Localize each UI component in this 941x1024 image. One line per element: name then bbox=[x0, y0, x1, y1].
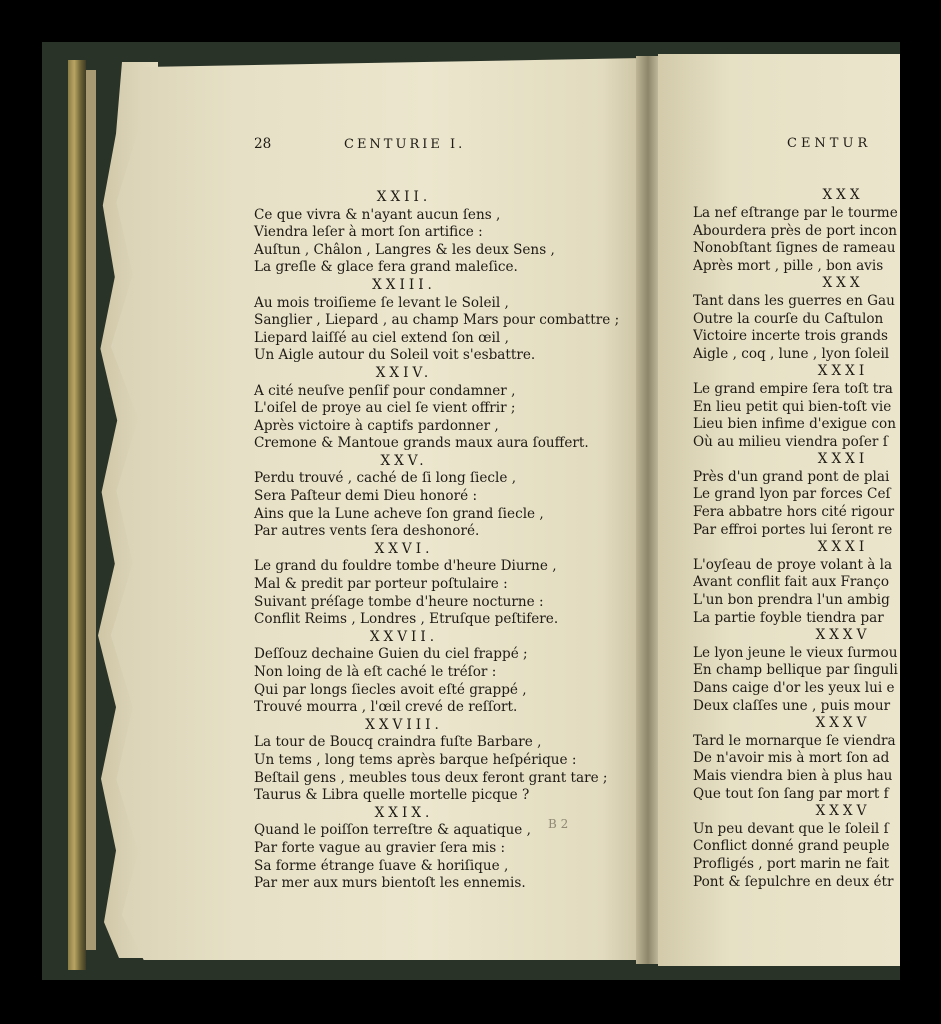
verse-line: Trouvé mourra , l'œil crevé de reſſort. bbox=[254, 699, 518, 716]
verse-line: Le grand lyon par forces Ceſ bbox=[693, 486, 891, 503]
stanza-heading: XXXI bbox=[817, 539, 869, 556]
stanza-heading: XXVII. bbox=[369, 628, 439, 645]
stanza-heading: XXXV bbox=[815, 803, 871, 820]
verse-line: Le lyon jeune le vieux ſurmou bbox=[693, 644, 898, 661]
verse-line: Deſſouz dechaine Guien du ciel frappé ; bbox=[254, 646, 528, 663]
verse-line: Mal & predit par porteur poſtulaire : bbox=[254, 576, 508, 593]
verse-line: Un Aigle autour du Soleil voit s'esbattre. bbox=[254, 347, 536, 364]
verse-line: Nonobſtant ſignes de rameau bbox=[693, 240, 896, 257]
stanza-heading: XXXI bbox=[817, 451, 869, 468]
verse-line: Beſtail gens , meubles tous deux feront grant tare ; bbox=[254, 769, 608, 786]
verse-line: Tant dans les guerres en Gau bbox=[693, 292, 895, 309]
verse-line: Sa forme étrange ſuave & horiſique , bbox=[254, 857, 509, 874]
verse-line: Suivant préſage tombe d'heure nocturne : bbox=[254, 593, 544, 610]
signature-mark: B 2 bbox=[548, 817, 569, 831]
verse-line: Par effroi portes lui ſeront re bbox=[693, 521, 893, 538]
verse-line: Profligés , port marin ne fait bbox=[693, 855, 890, 872]
verse-line: La greſle & glace fera grand maleſice. bbox=[254, 259, 518, 276]
verse-line: Fera abbatre hors cité rigour bbox=[693, 504, 895, 521]
left-page-text bbox=[254, 101, 619, 928]
verse-line: En champ bellique par ſinguli bbox=[693, 662, 898, 679]
verse-line: Perdu trouvé , caché de ſi long ſiecle , bbox=[254, 470, 517, 487]
stanza-heading: XXXV bbox=[815, 715, 871, 732]
verse-line: Viendra leſer à mort ſon artifice : bbox=[254, 224, 483, 241]
verse-line: Par autres vents ſera deshonoré. bbox=[254, 523, 480, 540]
verse-line: Après victoire à captifs pardonner , bbox=[254, 417, 499, 434]
verse-line: Conflit Reims , Londres , Etruſque peſtifere. bbox=[254, 611, 559, 628]
verse-line: Aigle , coq , lune , lyon ſoleil bbox=[693, 345, 890, 362]
verse-line: Un peu devant que le ſoleil ſ bbox=[693, 820, 889, 837]
verse-line: Taurus & Libra quelle mortelle picque ? bbox=[254, 787, 530, 804]
verse-line: Par mer aux murs bientoſt les ennemis. bbox=[254, 875, 526, 892]
verse-line: Cremone & Mantoue grands maux aura ſouffert. bbox=[254, 435, 589, 452]
verse-line: De n'avoir mis à mort ſon ad bbox=[693, 750, 890, 767]
running-head: CENTURIE I. bbox=[344, 137, 466, 153]
book-gutter bbox=[636, 56, 660, 964]
stanza-heading: XXIV. bbox=[375, 364, 433, 381]
verse-line: Que tout ſon ſang par mort f bbox=[693, 785, 889, 802]
verse-line: Mais viendra bien à plus hau bbox=[693, 767, 893, 784]
verse-line: Ce que vivra & n'ayant aucun ſens , bbox=[254, 206, 501, 223]
verse-line: A cité neuſve penſif pour condamner , bbox=[254, 382, 516, 399]
verse-line: La nef eſtrange par le tourme bbox=[693, 204, 898, 221]
verse-line: L'oyſeau de proye volant à la bbox=[693, 556, 893, 573]
verse-line: Lieu bien infime d'exigue con bbox=[693, 416, 896, 433]
verse-line: L'un bon prendra l'un ambig bbox=[693, 592, 890, 609]
verse-line: Auſtun , Châlon , Langres & les deux Sens , bbox=[254, 241, 555, 258]
stanza-heading: XXIII. bbox=[372, 276, 436, 293]
page-number: 28 bbox=[254, 136, 272, 153]
running-head: CENTUR bbox=[787, 135, 872, 151]
verse-line: Qui par longs ſiecles avoit eſté grappé , bbox=[254, 681, 527, 698]
page-stack-edge bbox=[86, 70, 96, 950]
marbled-endpaper bbox=[68, 60, 86, 970]
verse-line: Le grand du fouldre tombe d'heure Diurne , bbox=[254, 558, 557, 575]
stanza-heading: XXX bbox=[822, 187, 864, 204]
stanza-heading: XXII. bbox=[376, 188, 432, 205]
verse-line: L'oiſel de proye au ciel ſe vient offrir ; bbox=[254, 400, 516, 417]
verse-line: Après mort , pille , bon avis bbox=[693, 257, 884, 274]
verse-line: Outre la courſe du Caſtulon bbox=[693, 310, 884, 327]
verse-line: La tour de Boucq craindra fuſte Barbare , bbox=[254, 734, 542, 751]
verse-line: Non loing de là eſt caché le tréſor : bbox=[254, 664, 497, 680]
verse-line: Liepard laiſſé au ciel extend ſon œil , bbox=[254, 329, 509, 346]
verse-line: Sera Paſteur demi Dieu honoré : bbox=[254, 488, 478, 505]
verse-list bbox=[693, 187, 900, 891]
verse-line: Ains que la Lune acheve ſon grand ſiecle , bbox=[254, 505, 544, 522]
verse-line: Abourdera près de port incon bbox=[693, 222, 898, 239]
verse-line: Pont & ſepulchre en deux étr bbox=[693, 873, 894, 890]
stanza-heading: XXXV bbox=[815, 627, 871, 644]
verse-line: Dans caige d'or les yeux lui e bbox=[693, 680, 895, 696]
verse-line: Près d'un grand pont de plai bbox=[693, 468, 890, 485]
verse-line: Par forte vague au gravier ſera mis : bbox=[254, 839, 506, 856]
verse-line: La partie foyble tiendra par bbox=[693, 609, 884, 626]
right-page-header bbox=[693, 135, 900, 153]
stanza-heading: XXXI bbox=[817, 363, 869, 380]
verse-line: Avant conflit fait aux Franço bbox=[693, 574, 890, 591]
verse-line: Deux claſſes une , puis mour bbox=[693, 697, 891, 714]
verse-line: En lieu petit qui bien-toſt vie bbox=[693, 398, 892, 415]
stanza-heading: XXVIII. bbox=[365, 716, 443, 733]
left-page-header bbox=[254, 136, 619, 154]
stanza-list bbox=[254, 189, 619, 893]
verse-line: Victoire incerte trois grands bbox=[693, 328, 889, 345]
right-page-text bbox=[693, 117, 900, 926]
verse-line: Où au milieu viendra poſer ſ bbox=[693, 433, 888, 450]
verse-line: Sanglier , Liepard , au champ Mars pour combattre ; bbox=[254, 312, 620, 329]
verse-line: Au mois troiſieme ſe levant le Soleil , bbox=[254, 294, 509, 311]
stanza-heading: XXX bbox=[822, 275, 864, 292]
stanza-heading: XXVI. bbox=[374, 540, 434, 557]
verse-line: Conflict donné grand peuple bbox=[693, 838, 890, 855]
verse-line: Quand le poiſſon terreſtre & aquatique , bbox=[254, 822, 531, 839]
stanza-heading: XXV. bbox=[380, 452, 428, 469]
verse-line: Tard le mornarque ſe viendra bbox=[693, 732, 896, 749]
verse-line: Un tems , long tems après barque heſpérique : bbox=[254, 751, 577, 768]
stanza-heading: XXIX. bbox=[374, 804, 434, 821]
verse-line: Le grand empire ſera toſt tra bbox=[693, 380, 893, 397]
